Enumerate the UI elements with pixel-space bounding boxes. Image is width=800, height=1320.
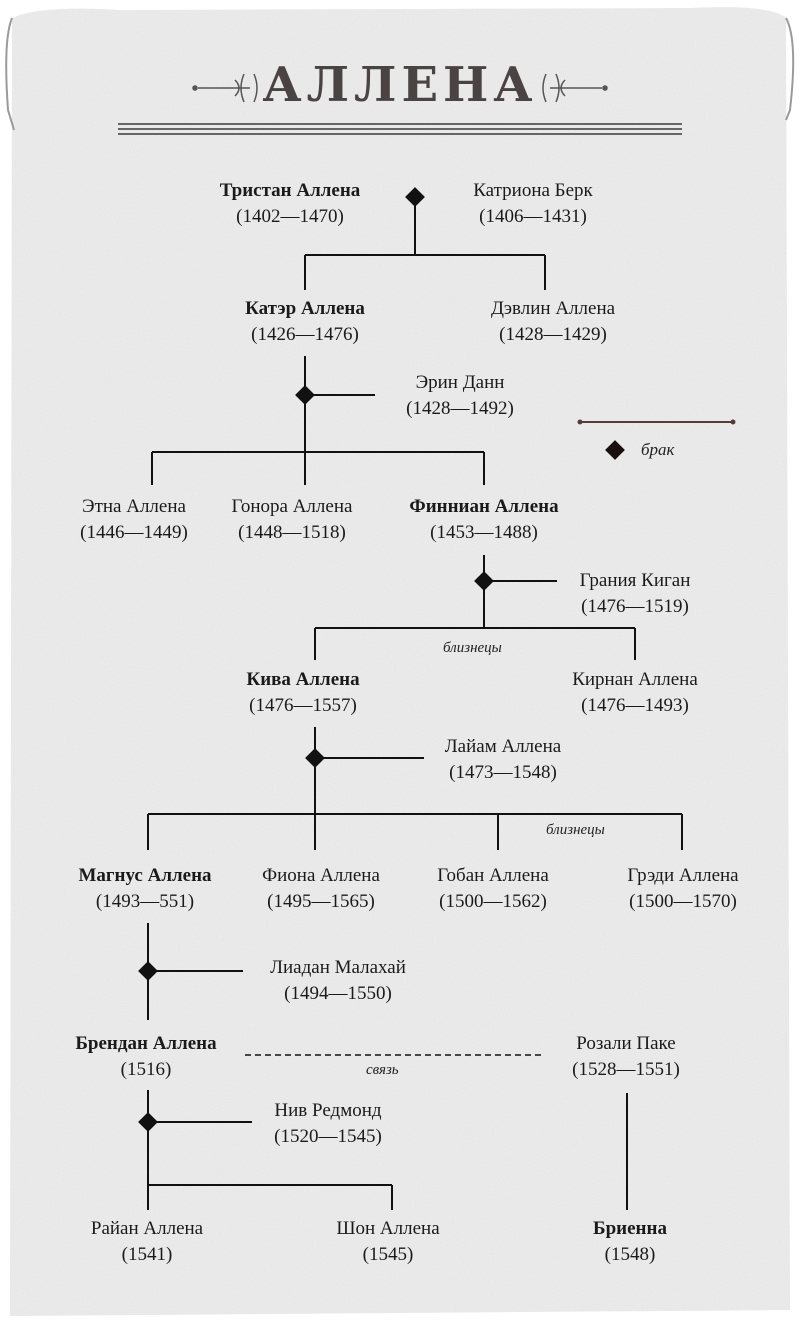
person-name: Эрин Данн (415, 372, 505, 393)
person-dates: (1548) (604, 1244, 656, 1265)
person-kirnan (525, 667, 745, 719)
title-underline (118, 124, 682, 134)
legend-marriage-icon (605, 440, 625, 460)
person-dates: (1426—1476) (251, 324, 359, 345)
person-dates: (1516) (120, 1059, 172, 1080)
person-dates: (1500—1570) (629, 891, 737, 912)
person-dates: (1446—1449) (80, 522, 188, 543)
person-name: Лайам Аллена (444, 736, 562, 757)
person-dates: (1448—1518) (238, 522, 346, 543)
person-dates: (1494—1550) (284, 983, 392, 1004)
person-dates: (1453—1488) (430, 522, 538, 543)
twins-label-1: близнецы (443, 640, 502, 656)
person-tristan (180, 178, 400, 230)
person-name: Нив Редмонд (274, 1100, 382, 1121)
person-katriona (423, 178, 643, 230)
person-name: Лиадан Малахай (270, 957, 406, 978)
person-erin (350, 370, 570, 422)
title-ornament (193, 74, 607, 102)
person-devlin (443, 296, 663, 348)
person-dates: (1473—1548) (449, 762, 557, 783)
person-name: Гонора Аллена (231, 496, 353, 517)
person-name: Магнус Аллена (78, 865, 212, 886)
person-brienna (520, 1216, 740, 1268)
person-dates: (1541) (121, 1244, 173, 1265)
person-name: Дэвлин Аллена (490, 298, 616, 319)
person-dates: (1402—1470) (236, 206, 344, 227)
person-kater (195, 296, 415, 348)
person-liam (393, 734, 613, 786)
person-name: Грания Киган (579, 570, 691, 591)
person-dates: (1476—1493) (581, 695, 689, 716)
person-name: Финниан Аллена (409, 496, 559, 517)
person-liadan (228, 955, 448, 1007)
person-dates: (1493—551) (95, 891, 195, 912)
person-kiva (193, 667, 413, 719)
person-name: Фиона Аллена (262, 865, 380, 886)
person-rayan (37, 1216, 257, 1268)
person-niv (218, 1098, 438, 1150)
person-dates: (1406—1431) (479, 206, 587, 227)
person-dates: (1520—1545) (274, 1126, 382, 1147)
legend-marriage-label: брак (641, 440, 675, 459)
person-name: Катриона Берк (473, 180, 593, 201)
person-name: Гобан Аллена (437, 865, 549, 886)
person-dates: (1545) (362, 1244, 414, 1265)
person-name: Райан Аллена (90, 1218, 204, 1239)
person-brendan (36, 1031, 256, 1083)
person-name: Тристан Аллена (219, 180, 361, 201)
family-title: АЛЛЕНА (262, 57, 538, 113)
person-shon (278, 1216, 498, 1268)
person-dates: (1476—1557) (249, 695, 357, 716)
person-name: Кива Аллена (246, 669, 360, 690)
person-grania (525, 568, 745, 620)
person-name: Бриенна (593, 1218, 667, 1239)
person-name: Шон Аллена (336, 1218, 440, 1239)
person-dates: (1428—1429) (499, 324, 607, 345)
person-name: Грэди Аллена (627, 865, 739, 886)
affair-label: связь (366, 1062, 399, 1078)
twins-label-2: близнецы (546, 822, 605, 838)
person-dates: (1528—1551) (572, 1059, 680, 1080)
person-finnian (374, 494, 594, 546)
person-dates: (1500—1562) (439, 891, 547, 912)
person-rozali (516, 1031, 736, 1083)
person-goban (383, 863, 603, 915)
person-dates: (1428—1492) (406, 398, 514, 419)
person-dates: (1495—1565) (267, 891, 375, 912)
person-name: Кирнан Аллена (572, 669, 698, 690)
person-name: Брендан Аллена (75, 1033, 217, 1054)
person-gredi (573, 863, 793, 915)
person-name: Катэр Аллена (245, 298, 365, 319)
person-dates: (1476—1519) (581, 596, 689, 617)
person-name: Этна Аллена (82, 496, 186, 517)
person-gonora (182, 494, 402, 546)
person-name: Розали Паке (576, 1033, 676, 1054)
